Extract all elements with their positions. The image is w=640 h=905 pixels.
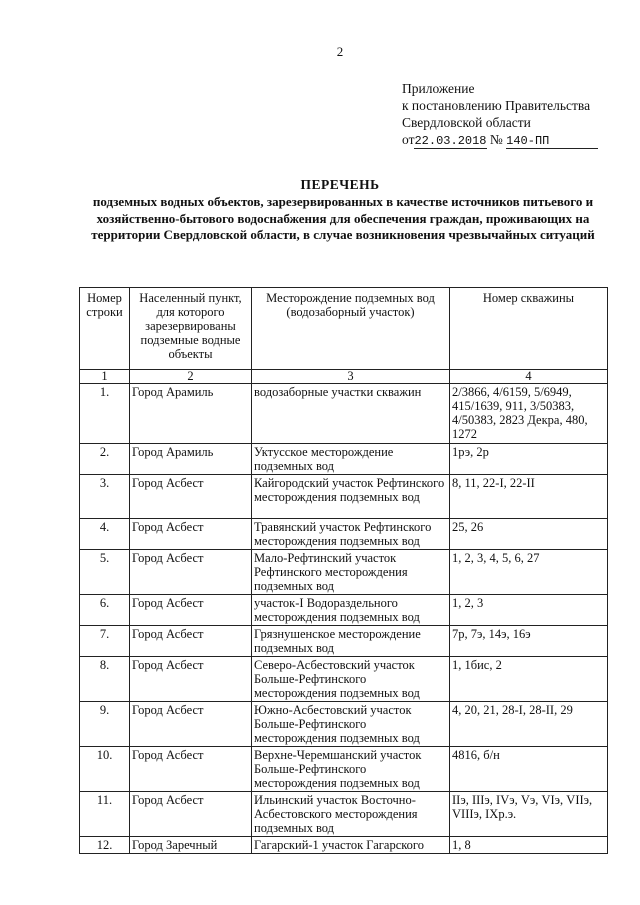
- row-number: 8.: [80, 657, 130, 702]
- deposit-cell: Ильинский участок Восточно-Асбестовского месторождения подземных вод: [252, 792, 450, 837]
- table-row: [80, 595, 608, 626]
- table-row: [80, 657, 608, 702]
- settlement-cell: Город Асбест: [130, 702, 252, 747]
- row-number: 1.: [80, 384, 130, 444]
- column-number: 2: [130, 370, 252, 384]
- appendix-date-line: [402, 131, 598, 149]
- appendix-region: Свердловской области: [402, 115, 531, 130]
- deposit-cell: Северо-Асбестовский участок Больше-Рефтинского месторождения подземных вод: [252, 657, 450, 702]
- table-row: [80, 702, 608, 747]
- table-row: [80, 792, 608, 837]
- settlement-cell: Город Асбест: [130, 550, 252, 595]
- row-number: 7.: [80, 626, 130, 657]
- wells-cell: 4, 20, 21, 28-I, 28-II, 29: [450, 702, 608, 747]
- header-well-number: Номер скважины: [450, 288, 608, 370]
- column-number: 3: [252, 370, 450, 384]
- settlement-cell: Город Асбест: [130, 595, 252, 626]
- row-number: 3.: [80, 475, 130, 519]
- deposit-cell: водозаборные участки скважин: [252, 384, 450, 444]
- document-subtitle: подземных водных объектов, зарезервированных в качестве источников питьевого и хозяйственно-бытового водоснабжения для обеспечения граждан, проживающих на территории Свердловской области, в случае возникновения чрезвычайных ситуаций: [91, 194, 595, 242]
- resolution-date: 22.03.2018: [414, 134, 487, 148]
- header-row-number: Номер строки: [80, 288, 130, 370]
- row-number: 5.: [80, 550, 130, 595]
- deposit-cell: Верхне-Черемшанский участок Больше-Рефтинского месторождения подземных вод: [252, 747, 450, 792]
- wells-cell: 25, 26: [450, 519, 608, 550]
- date-prefix: от: [402, 132, 415, 147]
- row-number: 6.: [80, 595, 130, 626]
- row-number: 4.: [80, 519, 130, 550]
- number-prefix: №: [489, 132, 503, 147]
- wells-cell: 1рэ, 2р: [450, 444, 608, 475]
- table-row: [80, 626, 608, 657]
- row-number: 11.: [80, 792, 130, 837]
- deposit-cell: участок-I Водораздельного месторождения подземных вод: [252, 595, 450, 626]
- settlement-cell: Город Асбест: [130, 747, 252, 792]
- settlement-cell: Город Асбест: [130, 792, 252, 837]
- appendix-resolution: к постановлению Правительства: [402, 98, 591, 113]
- deposit-cell: Кайгородский участок Рефтинского месторождения подземных вод: [252, 475, 450, 519]
- settlement-cell: Город Арамиль: [130, 384, 252, 444]
- document-title: ПЕРЕЧЕНЬ: [300, 177, 380, 192]
- table-row: [80, 519, 608, 550]
- header-settlement: Населенный пункт, для которого зарезервированы подземные водные объекты: [130, 288, 252, 370]
- table-row: [80, 384, 608, 444]
- row-number: 2.: [80, 444, 130, 475]
- table-row: [80, 475, 608, 519]
- deposit-cell: Гагарский-1 участок Гагарского: [252, 837, 450, 854]
- wells-cell: 1, 1бис, 2: [450, 657, 608, 702]
- column-number: 1: [80, 370, 130, 384]
- wells-cell: 8, 11, 22-I, 22-II: [450, 475, 608, 519]
- appendix-block: [402, 80, 598, 149]
- appendix-title: Приложение: [402, 81, 475, 96]
- settlement-cell: Город Арамиль: [130, 444, 252, 475]
- wells-cell: IIэ, IIIэ, IVэ, Vэ, VIэ, VIIэ, VIIIэ, IXр.э.: [450, 792, 608, 837]
- page-number: 2: [336, 44, 344, 59]
- wells-cell: 1, 2, 3: [450, 595, 608, 626]
- resolution-number: 140-ПП: [506, 134, 598, 149]
- header-deposit: Месторождение подземных вод (водозаборный участок): [252, 288, 450, 370]
- table-row: [80, 837, 608, 854]
- deposit-cell: Мало-Рефтинский участок Рефтинского месторождения подземных вод: [252, 550, 450, 595]
- wells-cell: 4816, б/н: [450, 747, 608, 792]
- settlement-cell: Город Асбест: [130, 657, 252, 702]
- column-number: 4: [450, 370, 608, 384]
- settlement-cell: Город Асбест: [130, 475, 252, 519]
- row-number: 9.: [80, 702, 130, 747]
- settlement-cell: Город Заречный: [130, 837, 252, 854]
- column-number-row: [80, 370, 608, 384]
- table-row: [80, 550, 608, 595]
- deposit-cell: Южно-Асбестовский участок Больше-Рефтинского месторождения подземных вод: [252, 702, 450, 747]
- deposit-cell: Грязнушенское месторождение подземных вод: [252, 626, 450, 657]
- wells-cell: 7р, 7э, 14э, 16э: [450, 626, 608, 657]
- settlement-cell: Город Асбест: [130, 519, 252, 550]
- deposit-cell: Уктусское месторождение подземных вод: [252, 444, 450, 475]
- table-header-row: [80, 288, 608, 370]
- table-row: [80, 444, 608, 475]
- table-row: [80, 747, 608, 792]
- row-number: 12.: [80, 837, 130, 854]
- wells-cell: 1, 2, 3, 4, 5, 6, 27: [450, 550, 608, 595]
- wells-cell: 2/3866, 4/6159, 5/6949, 415/1639, 911, 3/50383, 4/50383, 2823 Декра, 480, 1272: [450, 384, 608, 444]
- settlement-cell: Город Асбест: [130, 626, 252, 657]
- water-objects-table: [79, 287, 608, 854]
- wells-cell: 1, 8: [450, 837, 608, 854]
- deposit-cell: Травянский участок Рефтинского месторождения подземных вод: [252, 519, 450, 550]
- row-number: 10.: [80, 747, 130, 792]
